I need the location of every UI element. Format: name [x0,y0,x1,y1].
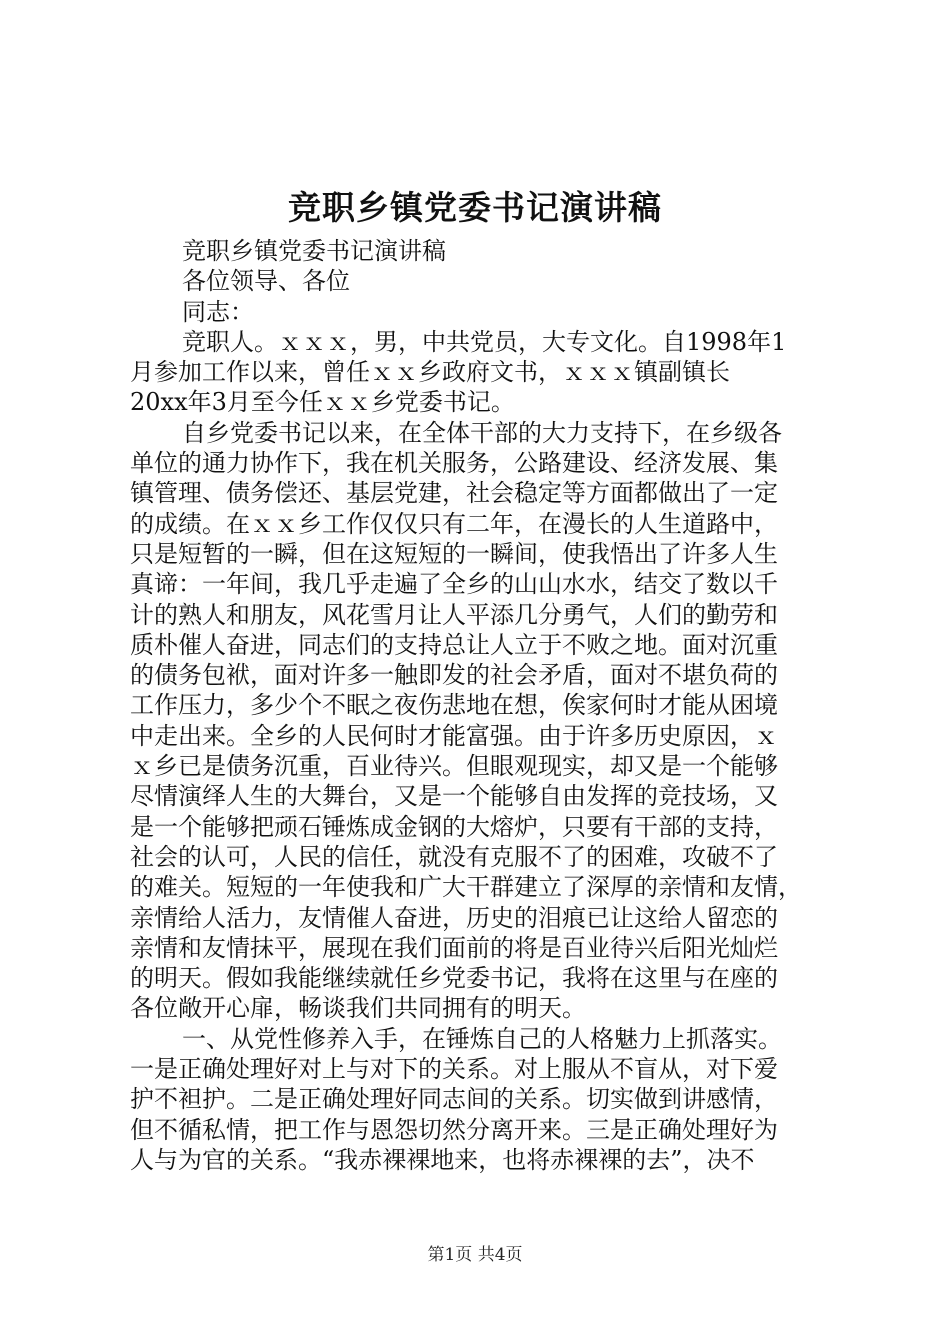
body-line: 20xx年3月至今任ｘｘ乡党委书记。 [130,388,515,417]
body-line: 一是正确处理好对上与对下的关系。对上服从不盲从，对下爱 [130,1055,778,1084]
body-line: 单位的通力协作下，我在机关服务，公路建设、经济发展、集 [130,449,778,478]
body-line: 尽情演绎人生的大舞台，又是一个能够自由发挥的竞技场，又 [130,782,778,811]
body-line: 社会的认可，人民的信任，就没有克服不了的困难，攻破不了 [130,842,778,871]
body-line: 的债务包袱，面对许多一触即发的社会矛盾，面对不堪负荷的 [130,661,778,690]
body-line: 计的熟人和朋友，风花雪月让人平添几分勇气，人们的勤劳和 [130,600,778,629]
body-line: 工作压力，多少个不眠之夜伤悲地在想，俟家何时才能从困境 [130,691,778,720]
body-line: 亲情和友情抹平，展现在我们面前的将是百业待兴后阳光灿烂 [130,933,778,962]
body-line: 是一个能够把顽石锤炼成金钢的大熔炉，只要有干部的支持， [130,812,778,841]
body-line: 镇管理、债务偿还、基层党建，社会稳定等方面都做出了一定 [130,479,778,508]
body-line: 但不循私情，把工作与恩怨切然分离开来。三是正确处理好为 [130,1115,778,1144]
body-line: 自乡党委书记以来，在全体干部的大力支持下，在乡级各 [182,418,782,447]
body-line: 真谛：一年间，我几乎走遍了全乡的山山水水，结交了数以千 [130,570,778,599]
body-line: 人与为官的关系。“我赤裸裸地来，也将赤裸裸的去”，决不 [130,1145,755,1174]
body-line: 亲情给人活力，友情催人奋进，历史的泪痕已让这给人留恋的 [130,903,778,932]
body-line: 中走出来。全乡的人民何时才能富强。由于许多历史原因，ｘ [130,721,778,750]
document-title: 竞职乡镇党委书记演讲稿 [288,188,662,227]
body-line: 只是短暂的一瞬，但在这短短的一瞬间，使我悟出了许多人生 [130,539,778,568]
body-line: 护不袒护。二是正确处理好同志间的关系。切实做到讲感情， [130,1085,778,1114]
body-line: 的明天。假如我能继续就任乡党委书记，我将在这里与在座的 [130,964,778,993]
body-line: 竞职乡镇党委书记演讲稿 [182,237,446,265]
body-line: 各位领导、各位 [182,267,350,296]
document-body [130,236,830,1175]
body-line: 月参加工作以来，曾任ｘｘ乡政府文书，ｘｘｘ镇副镇长 [130,358,730,387]
body-line: 竞职人。ｘｘｘ，男，中共党员，大专文化。自1998年1 [182,327,787,356]
body-line: 的成绩。在ｘｘ乡工作仅仅只有二年，在漫长的人生道路中， [130,509,778,538]
body-line: 同志： [182,297,254,326]
body-line: 质朴催人奋进，同志们的支持总让人立于不败之地。面对沉重 [130,630,778,659]
body-line: 的难关。短短的一年使我和广大干群建立了深厚的亲情和友情， [130,873,802,902]
page-footer: 第1页 共4页 [427,1245,523,1265]
body-line: 一、从党性修养入手，在锤炼自己的人格魅力上抓落实。 [182,1024,782,1053]
body-line: 各位敞开心扉，畅谈我们共同拥有的明天。 [130,994,586,1023]
body-line: ｘ乡已是债务沉重，百业待兴。但眼观现实，却又是一个能够 [130,752,778,781]
